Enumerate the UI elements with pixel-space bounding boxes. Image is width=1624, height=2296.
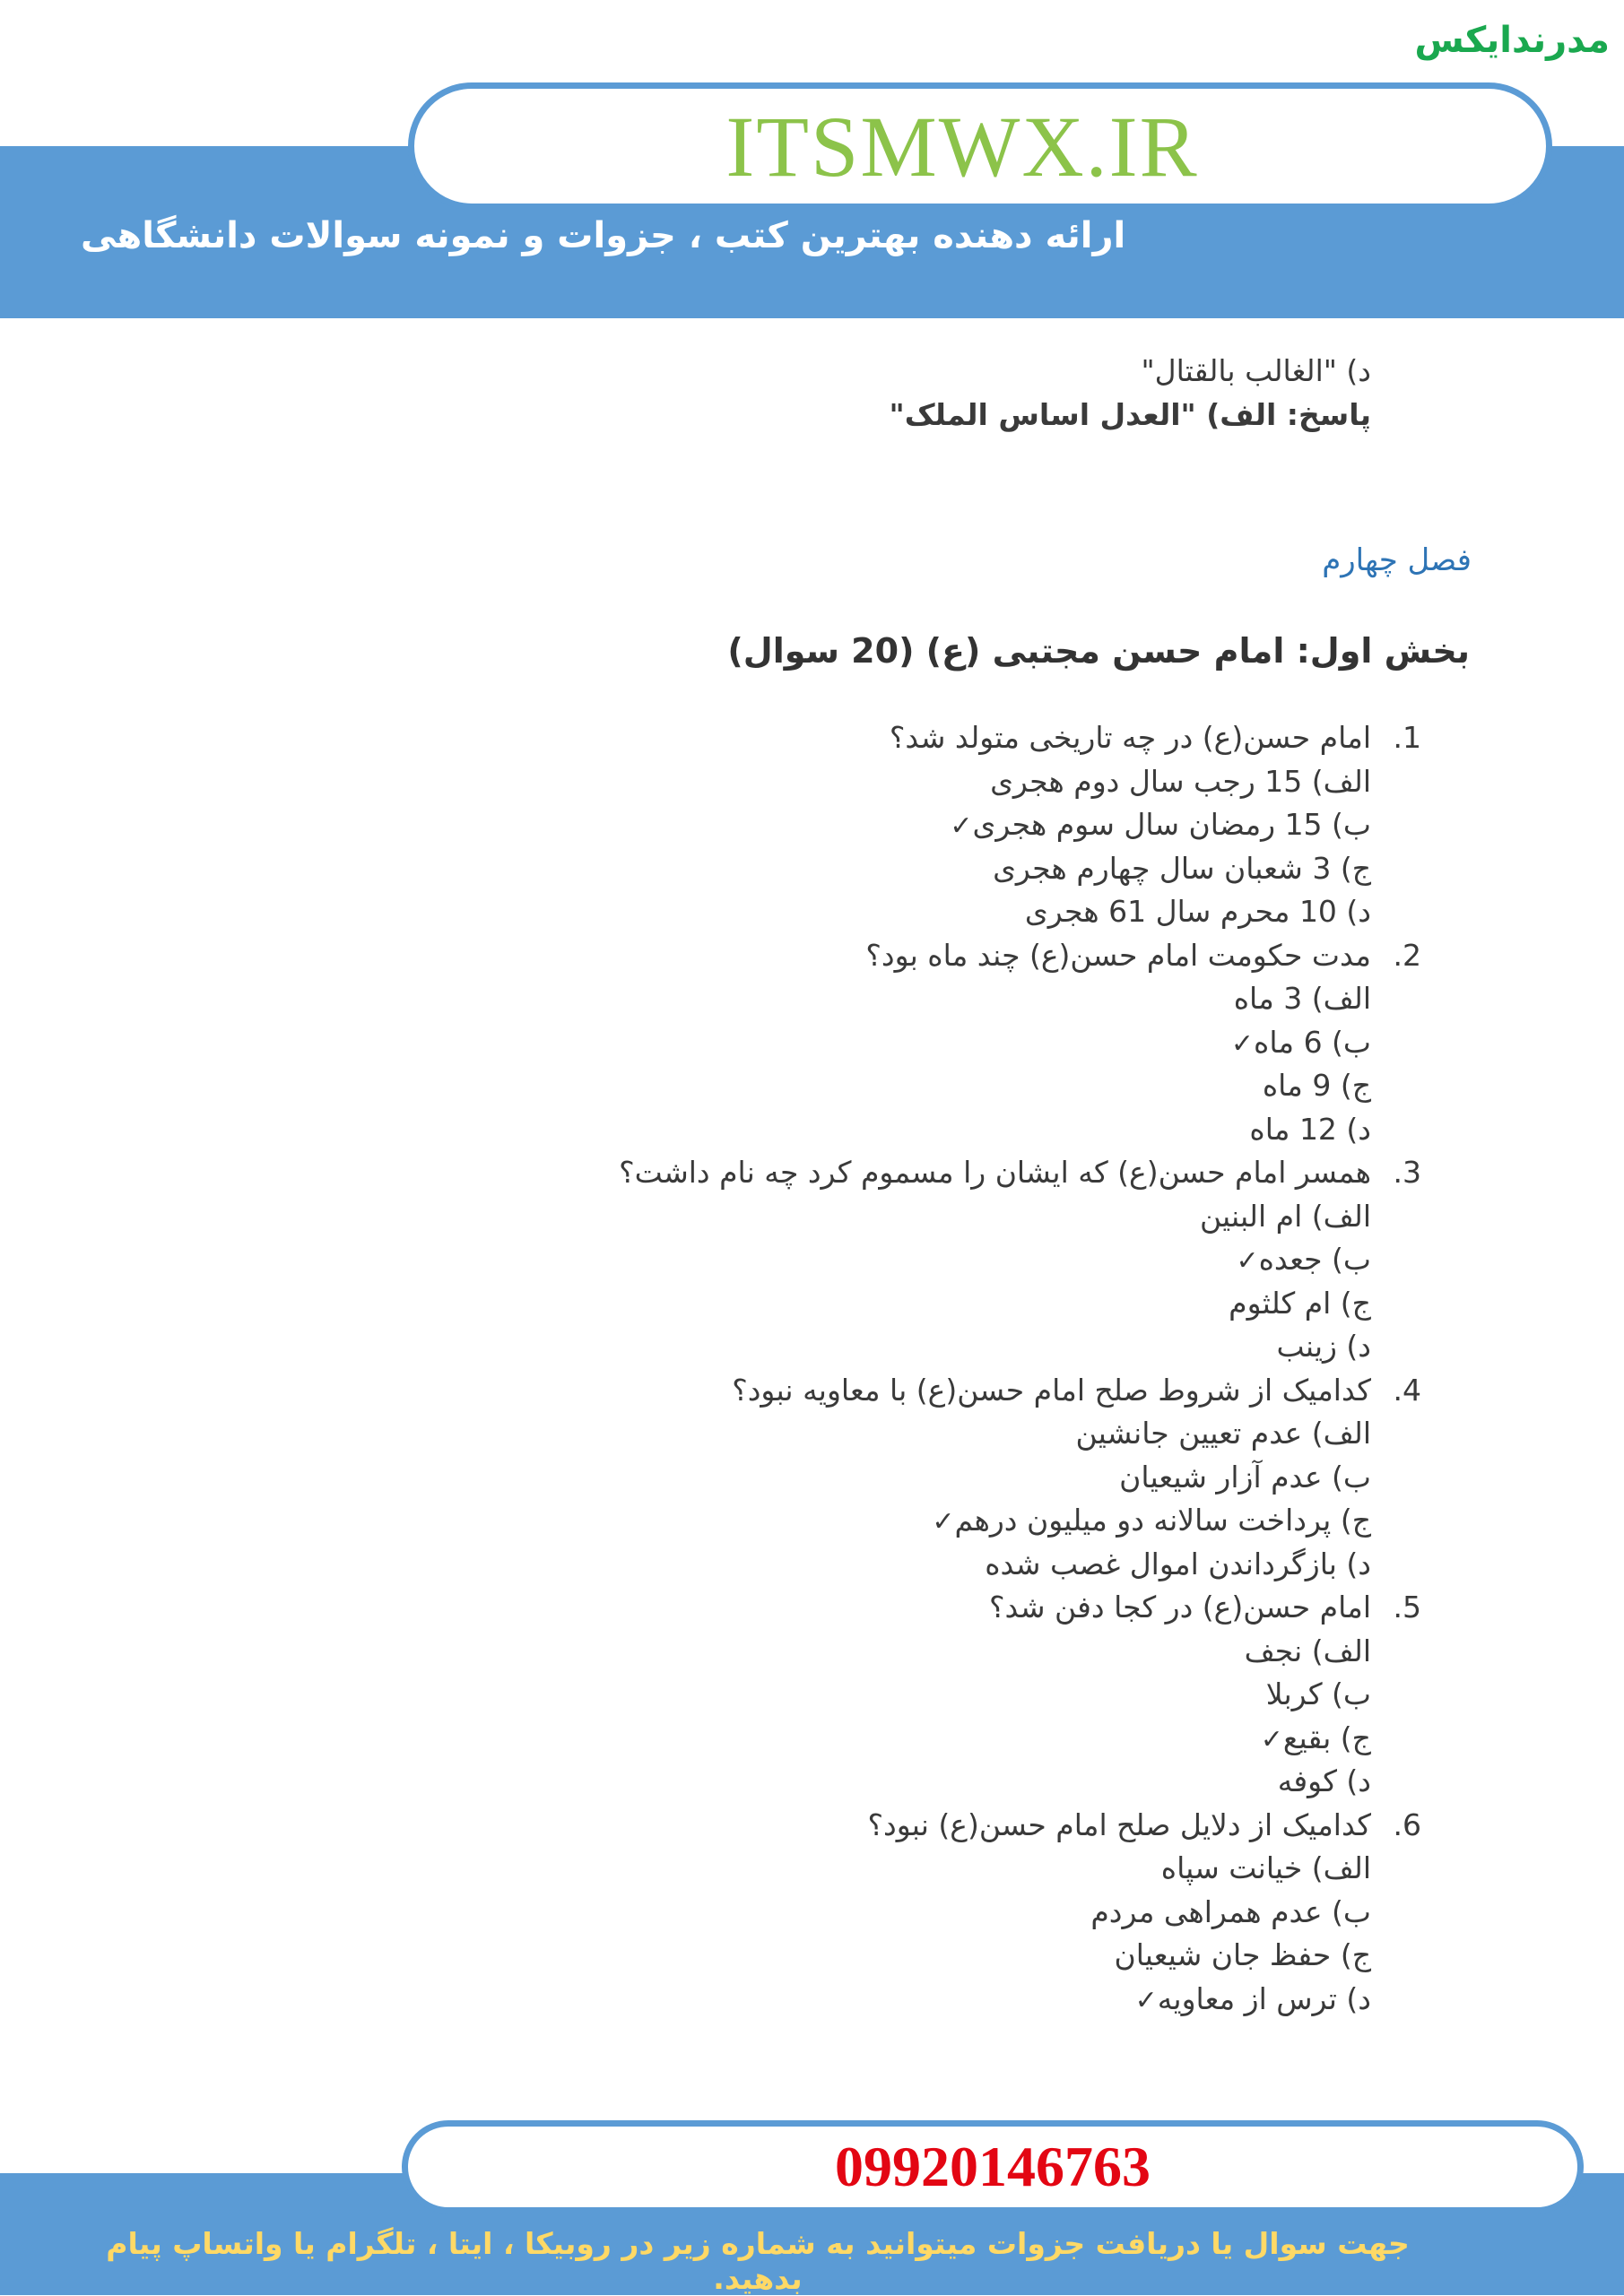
- answer-option: [1076, 1416, 1371, 1451]
- answer-option: [990, 764, 1371, 799]
- answer-option: [1278, 1763, 1371, 1798]
- option-text: ب) کربلا: [1265, 1677, 1371, 1711]
- answer-option: [985, 1547, 1371, 1581]
- phone-number: 09920146763: [835, 2135, 1151, 2198]
- footer-pill: [402, 2120, 1584, 2214]
- option-text: الف) عدم تعیین جانشین: [1075, 1416, 1371, 1451]
- answer-option: [1161, 1850, 1371, 1885]
- footer-note: جهت سوال یا دریافت جزوات میتوانید به شماره زیر در روبیکا ، ایتا ، تلگرام یا واتساپ پیام بدهید.: [106, 2226, 1410, 2296]
- question-text: کدامیک از دلایل صلح امام حسن(ع) نبود؟: [867, 1806, 1371, 1842]
- answer-option: [1276, 1329, 1371, 1364]
- question-number: 4.: [1393, 1372, 1421, 1408]
- header-pill: [408, 82, 1552, 210]
- option-text: ب) جعده: [1258, 1242, 1371, 1277]
- option-text: ج) بقیع: [1282, 1720, 1371, 1755]
- question-text: امام حسن(ع) در چه تاریخی متولد شد؟: [889, 720, 1371, 755]
- question-number: 3.: [1393, 1155, 1421, 1190]
- site-title: ITSMWX.IR: [725, 98, 1199, 195]
- option-text: الف) 15 رجب سال دوم هجری: [990, 763, 1371, 799]
- answer-option: [1261, 1720, 1371, 1755]
- option-text: الف) 3 ماه: [1233, 981, 1371, 1016]
- option-text: ب) 15 رمضان سال سوم هجری: [972, 807, 1371, 842]
- check-icon: ✓: [932, 1506, 955, 1538]
- option-text: ب) عدم آزار شیعیان: [1119, 1459, 1371, 1495]
- option-text: ج) پرداخت سالانه دو میلیون درهم: [954, 1503, 1371, 1538]
- answer-option: [1245, 1633, 1371, 1668]
- option-text: الف) ام البنین: [1199, 1198, 1371, 1234]
- answer-option: [1119, 1460, 1371, 1495]
- answer-option: [1266, 1677, 1371, 1711]
- previous-answer: پاسخ: الف) "العدل اساس الملک": [889, 397, 1371, 432]
- question-text: امام حسن(ع) در کجا دفن شد؟: [989, 1590, 1371, 1625]
- option-text: ج) 9 ماه: [1262, 1068, 1371, 1103]
- answer-option: [1135, 1981, 1371, 2016]
- previous-option-d: د) "الغالب بالقتال": [1141, 353, 1371, 388]
- answer-option: [1200, 1199, 1371, 1234]
- option-text: ج) حفظ جان شیعیان: [1114, 1937, 1371, 1972]
- option-text: ب) عدم همراهی مردم: [1090, 1893, 1371, 1929]
- answer-option: [1234, 981, 1371, 1016]
- option-text: الف) نجف: [1244, 1633, 1371, 1668]
- question-text: همسر امام حسن(ع) که ایشان را مسموم کرد چه نام داشت؟: [619, 1155, 1371, 1190]
- answer-option: [1090, 1894, 1371, 1929]
- answer-option: [993, 851, 1371, 886]
- option-text: د) زینب: [1276, 1329, 1371, 1364]
- answer-option: [1263, 1068, 1371, 1103]
- option-text: الف) خیانت سپاه: [1160, 1850, 1371, 1885]
- question-number: 1.: [1393, 720, 1421, 755]
- check-icon: ✓: [1260, 1723, 1283, 1755]
- option-text: ب) 6 ماه: [1254, 1024, 1371, 1060]
- answer-option: [1231, 1025, 1371, 1060]
- check-icon: ✓: [1230, 1027, 1255, 1060]
- check-icon: ✓: [950, 810, 973, 842]
- question-number: 5.: [1393, 1590, 1421, 1625]
- answer-option: [932, 1503, 1371, 1538]
- option-text: ج) 3 شعبان سال چهارم هجری: [993, 850, 1371, 886]
- answer-option: [1236, 1242, 1371, 1277]
- question-number: 6.: [1393, 1806, 1421, 1842]
- chapter-heading: فصل چهارم: [1322, 542, 1472, 578]
- answer-option: [950, 807, 1371, 842]
- check-icon: ✓: [1134, 1984, 1158, 2016]
- option-text: د) بازگرداندن اموال غصب شده: [985, 1546, 1371, 1581]
- option-text: د) کوفه: [1277, 1763, 1371, 1798]
- answer-option: [1229, 1286, 1371, 1321]
- option-text: ج) ام کلثوم: [1229, 1285, 1371, 1321]
- check-icon: ✓: [1236, 1245, 1259, 1277]
- option-text: د) 10 محرم سال 61 هجری: [1024, 894, 1371, 929]
- option-text: د) 12 ماه: [1249, 1111, 1371, 1147]
- question-text: مدت حکومت امام حسن(ع) چند ماه بود؟: [865, 937, 1371, 973]
- header-tagline: ارائه دهنده بهترین کتب ، جزوات و نمونه سوالات دانشگاهی: [81, 215, 1126, 256]
- section-heading: بخش اول: امام حسن مجتبی (ع) (20 سوال): [727, 631, 1470, 671]
- answer-option: [1025, 894, 1371, 929]
- answer-option: [1114, 1937, 1371, 1972]
- option-text: د) ترس از معاویه: [1157, 1980, 1371, 2016]
- question-number: 2.: [1393, 937, 1421, 973]
- brand-name: مدرندایکس: [1414, 20, 1610, 61]
- answer-option: [1249, 1112, 1371, 1147]
- question-text: کدامیک از شروط صلح امام حسن(ع) با معاویه نبود؟: [732, 1372, 1371, 1408]
